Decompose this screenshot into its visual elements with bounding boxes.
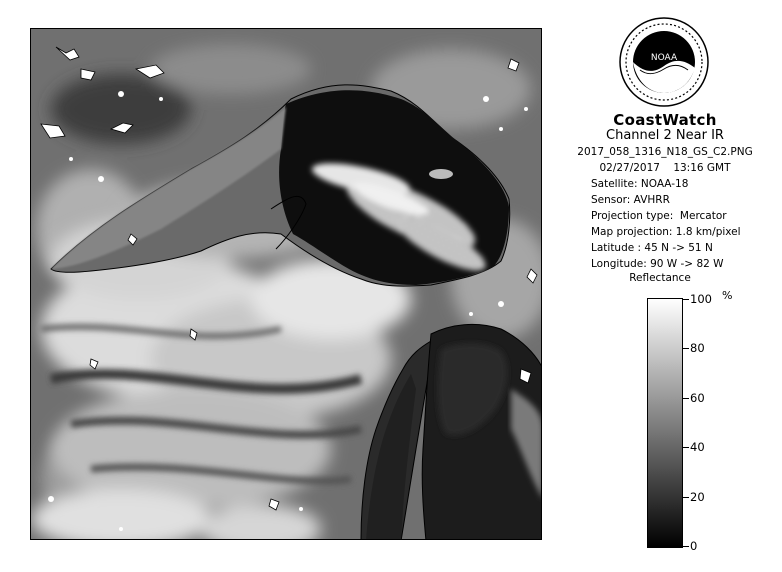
colorbar-tick-label: 40 [690, 440, 705, 454]
lake-huron [422, 324, 542, 540]
colorbar-tick-label: 60 [690, 391, 705, 405]
colorbar-tick-label: 0 [690, 539, 698, 553]
map-projection: Map projection: 1.8 km/pixel [591, 226, 741, 238]
acquisition-datetime: 02/27/2017 13:16 GMT [599, 162, 731, 174]
channel-label: Channel 2 Near IR [606, 128, 724, 143]
longitude-range: Longitude: 90 W -> 82 W [591, 258, 724, 270]
isle-royale [429, 169, 453, 179]
sensor-info: Sensor: AVHRR [591, 194, 670, 206]
colorbar-unit: % [722, 289, 733, 302]
satellite-map-graphic [31, 29, 542, 540]
logo-text: NOAA [650, 53, 678, 63]
colorbar-tick [683, 299, 689, 300]
colorbar-tick-label: 20 [690, 490, 705, 504]
projection-type: Projection type: Mercator [591, 210, 727, 222]
colorbar-tick [683, 497, 689, 498]
colorbar-tick-label: 100 [690, 292, 712, 306]
file-name: 2017_058_1316_N18_GS_C2.PNG [577, 146, 753, 158]
colorbar-tick [683, 348, 689, 349]
brand-title: CoastWatch [613, 111, 717, 129]
noaa-logo [618, 16, 710, 108]
satellite-info: Satellite: NOAA-18 [591, 178, 689, 190]
colorbar-tick [683, 546, 689, 547]
colorbar-tick [683, 398, 689, 399]
reflectance-colorbar [647, 298, 683, 548]
colorbar-title: Reflectance [629, 272, 691, 284]
colorbar-tick-label: 80 [690, 341, 705, 355]
satellite-image [30, 28, 542, 540]
latitude-range: Latitude : 45 N -> 51 N [591, 242, 713, 254]
colorbar-tick [683, 447, 689, 448]
